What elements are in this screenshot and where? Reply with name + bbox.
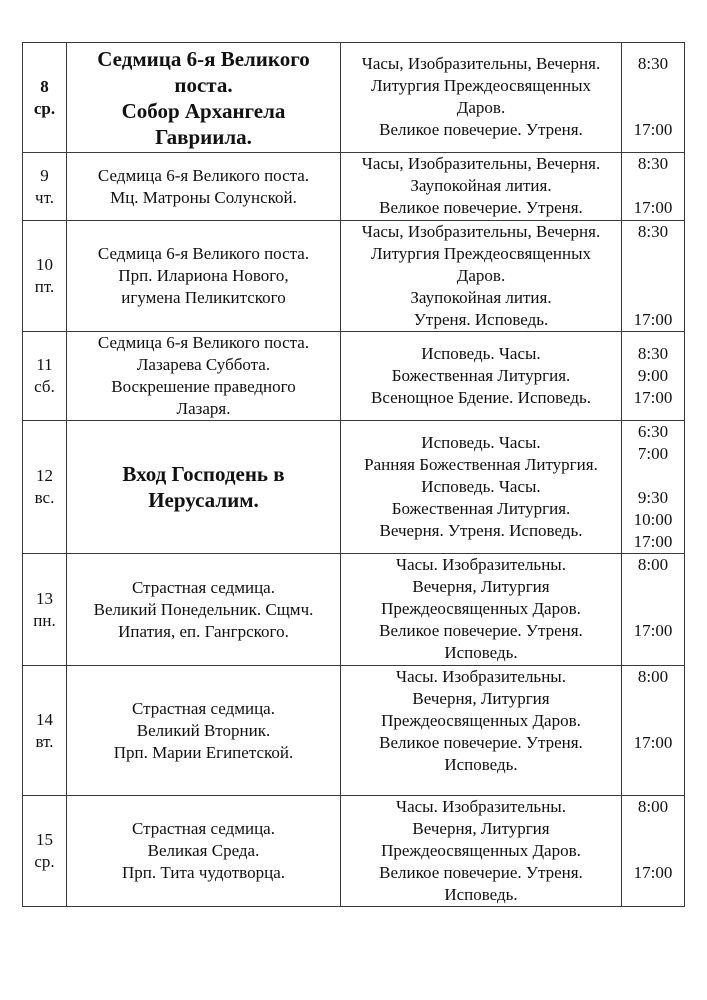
weekday: вс. [34, 488, 55, 507]
service-time: 9:00 [637, 366, 669, 385]
weekday: ср. [33, 98, 56, 118]
service-time: 17:00 [633, 120, 673, 139]
service-time [622, 710, 684, 732]
feast-cell [67, 796, 341, 907]
times-cell [622, 554, 685, 666]
times-cell [622, 332, 685, 421]
date-cell [23, 421, 67, 554]
service-time: 8:30 [637, 154, 669, 173]
feast-cell [67, 554, 341, 666]
date-cell [23, 221, 67, 332]
service-line: Заупокойная лития. [410, 288, 552, 307]
service-line: Часы, Изобразительны, Вечерня. [361, 222, 601, 241]
day-number: 11 [36, 355, 53, 374]
feast-line: Мц. Матроны Солунской. [110, 187, 297, 207]
feast-line: Седмица 6-я Великого поста. [97, 244, 310, 263]
feast-line: Прп. Марии Египетской. [113, 742, 294, 762]
service-line: Даров. [456, 266, 506, 285]
service-line: Божественная Литургия. [391, 366, 571, 385]
service-line: Преждеосвященных Даров. [381, 841, 581, 860]
service-line: Великое повечерие. Утреня. [379, 198, 583, 217]
service-time [622, 75, 684, 97]
feast-line: Великий Вторник. [136, 720, 271, 740]
date-cell [23, 666, 67, 796]
service-time: 17:00 [633, 733, 673, 752]
schedule-row [23, 43, 685, 153]
feast-cell [67, 153, 341, 221]
feast-line: Прп. Илариона Нового, [118, 266, 289, 285]
feast-line: Седмица 6-я Великого поста. [97, 333, 310, 352]
service-line: Великое повечерие. Утреня. [379, 120, 583, 139]
services-cell [341, 43, 622, 153]
feast-cell [67, 43, 341, 153]
service-time [622, 243, 684, 265]
feast-line: Гавриила. [155, 124, 252, 149]
schedule-row [23, 421, 685, 554]
service-time: 17:00 [633, 198, 673, 217]
service-time: 7:00 [637, 444, 669, 463]
service-line: Великое повечерие. Утреня. [379, 621, 583, 640]
service-line: Исповедь. Часы. [421, 433, 541, 452]
service-time [622, 97, 684, 119]
services-cell [341, 332, 622, 421]
schedule-row [23, 221, 685, 332]
times-cell [622, 221, 685, 332]
date-cell [23, 554, 67, 666]
times-cell [622, 666, 685, 796]
service-line: Литургия Преждеосвященных [370, 76, 592, 95]
service-time [622, 465, 684, 487]
weekday: пн. [33, 610, 56, 630]
schedule-row [23, 153, 685, 221]
service-line: Исповедь. Часы. [421, 477, 541, 496]
schedule-table [22, 42, 685, 907]
day-number: 8 [40, 76, 49, 96]
service-time [622, 287, 684, 309]
service-line: Исповедь. [444, 643, 518, 662]
service-line: Всенощное Бдение. Исповедь. [370, 388, 592, 407]
service-line: Часы. Изобразительны. [396, 797, 566, 816]
service-line: Вечерня, Литургия [412, 577, 550, 596]
service-time [622, 884, 684, 906]
service-line: Великое повечерие. Утреня. [379, 863, 583, 882]
service-line: Исповедь. Часы. [421, 344, 541, 363]
weekday: ср. [34, 852, 55, 871]
feast-line: Великая Среда. [147, 841, 260, 860]
feast-line: Страстная седмица. [132, 577, 275, 597]
schedule-row [23, 796, 685, 907]
service-line: Божественная Литургия. [391, 499, 571, 518]
service-line: Вечерня, Литургия [412, 819, 550, 838]
date-cell [23, 43, 67, 153]
service-line: Часы. Изобразительны. [396, 555, 566, 574]
service-line: Исповедь. [444, 755, 518, 774]
service-time [622, 818, 684, 840]
service-line: Вечерня, Литургия [412, 689, 550, 708]
feast-line: Седмица 6-я Великого поста. [97, 165, 310, 185]
day-number: 15 [36, 830, 53, 849]
service-time [622, 576, 684, 598]
weekday: вт. [35, 731, 54, 751]
service-time: 8:00 [637, 667, 669, 686]
services-cell [341, 421, 622, 554]
schedule-row [23, 554, 685, 666]
service-line: Литургия Преждеосвященных [370, 244, 592, 263]
schedule-row [23, 332, 685, 421]
service-line: Исповедь. [444, 885, 518, 904]
service-line: Ранняя Божественная Литургия. [364, 455, 598, 474]
times-cell [622, 796, 685, 907]
day-number: 14 [36, 709, 53, 729]
times-cell [622, 43, 685, 153]
feast-line: Лазарева Суббота. [136, 355, 271, 374]
service-line: Заупокойная лития. [410, 176, 552, 195]
service-time: 17:00 [633, 532, 673, 551]
feast-line: Ипатия, еп. Гангрского. [118, 621, 289, 641]
feast-line: Прп. Тита чудотворца. [121, 863, 285, 882]
services-cell [341, 666, 622, 796]
date-cell [23, 332, 67, 421]
service-line: Вечерня. Утреня. Исповедь. [379, 521, 583, 540]
schedule-body [23, 43, 685, 907]
service-time: 8:30 [637, 54, 669, 73]
times-cell [622, 153, 685, 221]
service-time [622, 598, 684, 620]
schedule-row [23, 666, 685, 796]
feast-line: игумена Пеликитского [121, 288, 286, 307]
services-cell [341, 554, 622, 666]
service-time [622, 840, 684, 862]
service-time: 9:30 [637, 488, 669, 507]
feast-line: Страстная седмица. [132, 819, 275, 838]
feast-line: поста. [174, 72, 233, 97]
service-time: 6:30 [637, 422, 669, 441]
feast-line: Великий Понедельник. Сщмч. [93, 599, 314, 619]
service-time [622, 175, 684, 197]
day-number: 13 [36, 588, 53, 608]
service-line: Часы, Изобразительны, Вечерня. [361, 154, 601, 173]
feast-cell [67, 332, 341, 421]
weekday: сб. [34, 377, 55, 396]
service-line: Великое повечерие. Утреня. [379, 733, 583, 752]
date-cell [23, 153, 67, 221]
services-cell [341, 796, 622, 907]
service-time: 17:00 [633, 388, 673, 407]
service-line: Преждеосвященных Даров. [381, 599, 581, 618]
feast-cell [67, 666, 341, 796]
service-line: Часы, Изобразительны, Вечерня. [361, 54, 601, 73]
service-time: 10:00 [633, 510, 673, 529]
service-time: 8:00 [637, 555, 669, 574]
feast-line: Собор Архангела [121, 98, 286, 123]
weekday: чт. [35, 187, 54, 207]
service-time [622, 688, 684, 710]
service-time: 8:30 [637, 222, 669, 241]
services-cell [341, 153, 622, 221]
day-number: 10 [36, 255, 53, 274]
feast-line: Седмица 6-я Великого [97, 46, 310, 71]
service-time [622, 265, 684, 287]
service-time [622, 642, 684, 664]
service-time: 17:00 [633, 863, 673, 882]
feast-cell [67, 221, 341, 332]
times-cell [622, 421, 685, 554]
service-time [622, 754, 684, 776]
service-time: 8:30 [637, 344, 669, 363]
service-line: Часы. Изобразительны. [396, 667, 566, 686]
service-time: 17:00 [633, 310, 673, 329]
service-time: 8:00 [637, 797, 669, 816]
service-line: Утреня. Исповедь. [413, 310, 549, 329]
day-number: 9 [40, 165, 49, 185]
services-cell [341, 221, 622, 332]
feast-line: Иерусалим. [148, 488, 259, 512]
service-line: Даров. [456, 98, 506, 117]
feast-cell [67, 421, 341, 554]
feast-line: Воскрешение праведного [111, 377, 296, 396]
date-cell [23, 796, 67, 907]
service-time: 17:00 [633, 621, 673, 640]
feast-line: Страстная седмица. [132, 698, 275, 718]
day-number: 12 [36, 466, 53, 485]
feast-line: Лазаря. [176, 399, 231, 418]
weekday: пт. [34, 277, 55, 296]
feast-line: Вход Господень в [122, 462, 285, 486]
service-line: Преждеосвященных Даров. [381, 711, 581, 730]
